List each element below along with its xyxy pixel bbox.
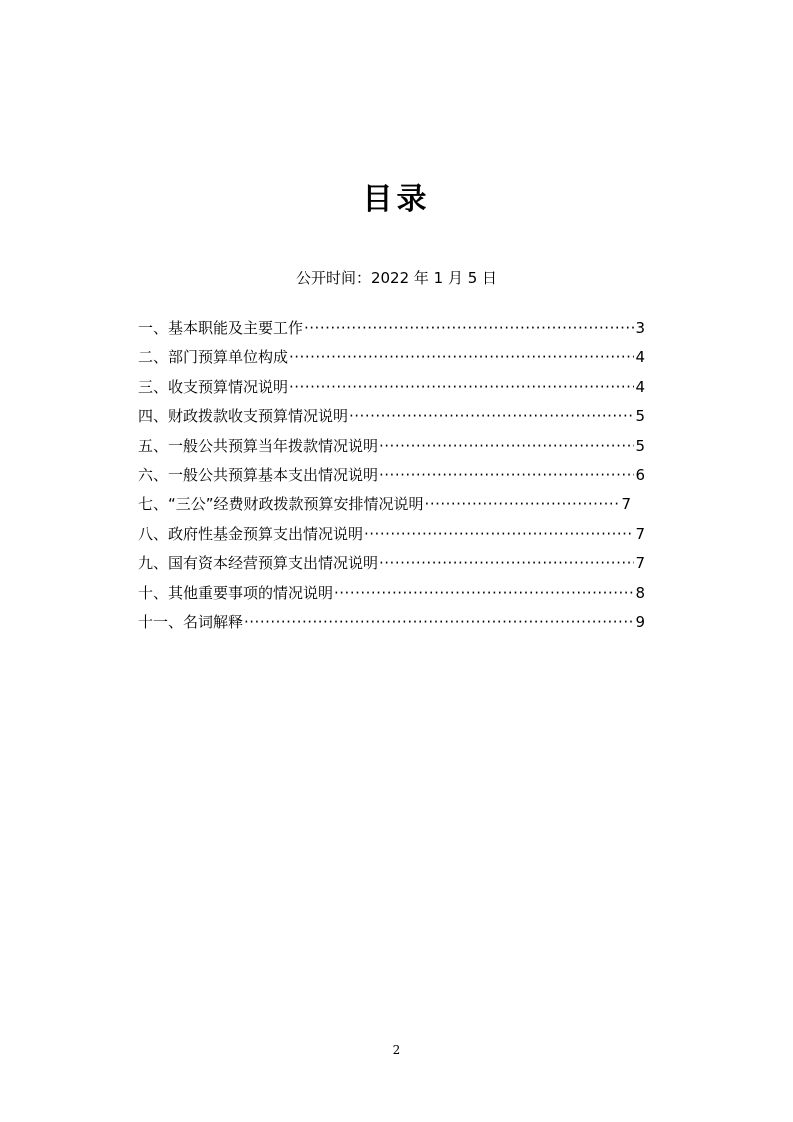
- toc-entry-1[interactable]: [138, 316, 645, 345]
- toc-entry-11[interactable]: [138, 610, 645, 639]
- toc-entry-label: 二、部门预算单位构成: [138, 348, 289, 367]
- toc-dot-leader: [364, 522, 634, 546]
- toc-entry-page: 3: [635, 319, 645, 337]
- toc-dot-leader: [289, 345, 634, 369]
- toc-entry-label: 六、一般公共预算基本支出情况说明: [138, 465, 379, 484]
- toc-dot-leader: [425, 492, 621, 516]
- toc-entry-9[interactable]: [138, 551, 645, 580]
- toc-entry-page: 7: [635, 524, 645, 543]
- toc-entry-label: 八、政府性基金预算支出情况说明: [138, 524, 364, 543]
- page-title: 目录: [362, 182, 431, 217]
- toc-entry-label: 一、基本职能及主要工作: [138, 319, 304, 337]
- toc-dot-leader: [289, 375, 634, 399]
- toc-dot-leader: [304, 316, 634, 340]
- toc-entry-page: 4: [635, 377, 645, 396]
- toc-entry-page: 7: [635, 554, 645, 573]
- toc-dot-leader: [379, 551, 634, 575]
- publish-date: 公开时间：2022 年 1 月 5 日: [295, 269, 498, 287]
- toc-entry-10[interactable]: [138, 581, 645, 610]
- toc-entry-6[interactable]: [138, 463, 645, 492]
- footer-page-number: 2: [392, 1043, 401, 1057]
- toc-entry-page: 7: [621, 495, 631, 514]
- toc-entry-label: 十、其他重要事项的情况说明: [138, 583, 334, 602]
- toc-entry-label: 四、财政拨款收支预算情况说明: [138, 407, 349, 426]
- toc-dot-leader: [244, 610, 634, 634]
- toc-entry-5[interactable]: [138, 434, 645, 463]
- toc-entry-page: 6: [635, 465, 645, 484]
- toc-entry-3[interactable]: [138, 375, 645, 404]
- toc-entry-label: 五、一般公共预算当年拨款情况说明: [138, 436, 379, 455]
- toc-entry-2[interactable]: [138, 345, 645, 374]
- toc-entry-4[interactable]: [138, 404, 645, 433]
- toc-entry-label: 十一、名词解释: [138, 612, 244, 631]
- toc-entry-page: 4: [635, 348, 645, 367]
- toc-dot-leader: [334, 581, 634, 605]
- toc-entry-7[interactable]: [138, 492, 645, 521]
- toc-entry-page: 8: [635, 583, 645, 602]
- toc-dot-leader: [379, 434, 634, 458]
- toc-entry-label: 七、“三公”经费财政拨款预算安排情况说明: [138, 495, 424, 514]
- toc-entry-page: 5: [635, 436, 645, 455]
- toc-entry-page: 9: [635, 612, 645, 631]
- toc-entry-label: 三、收支预算情况说明: [138, 377, 289, 396]
- toc-entry-8[interactable]: [138, 522, 645, 551]
- toc-dot-leader: [349, 404, 634, 428]
- toc-entry-label: 九、国有资本经营预算支出情况说明: [138, 554, 379, 573]
- table-of-contents: [138, 316, 645, 639]
- toc-dot-leader: [379, 463, 634, 487]
- toc-entry-page: 5: [635, 407, 645, 426]
